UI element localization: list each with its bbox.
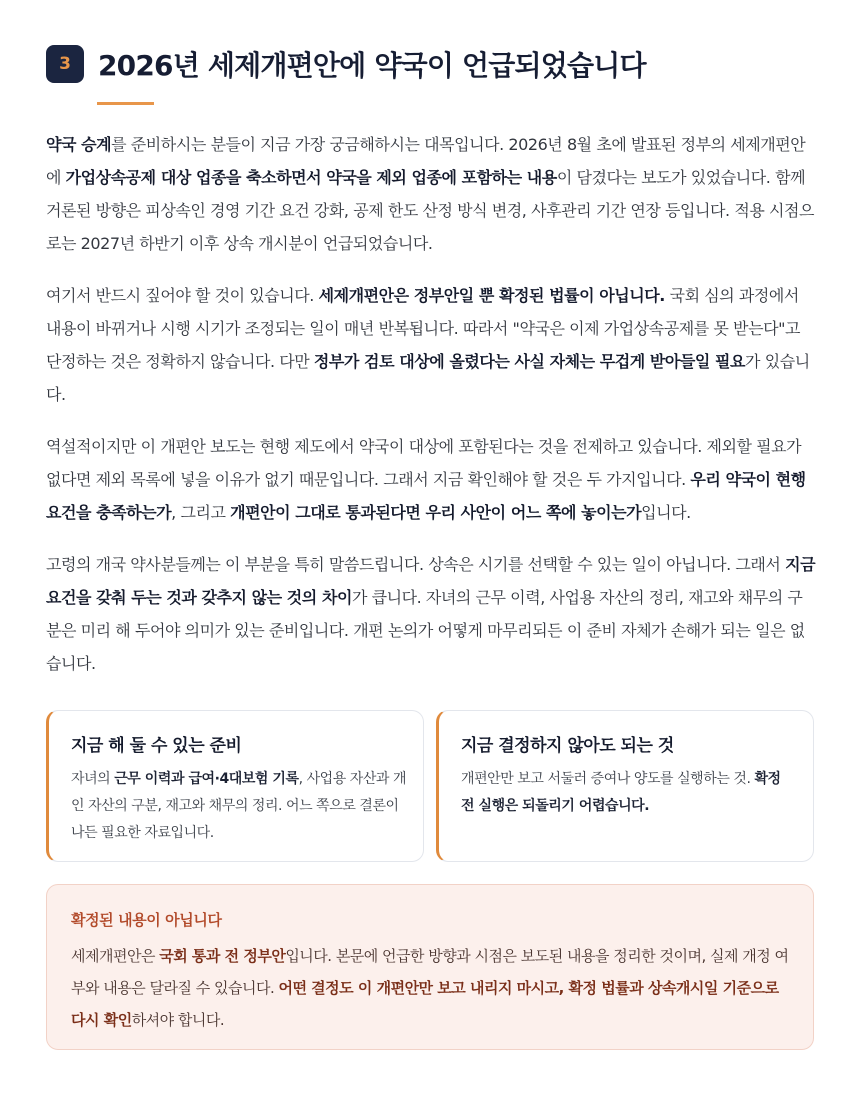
text-run: 입니다. 본문에 언급한 방향과 시점은 보도된 내용을 정리한 것이며, 실제 개정 여부와 내용은 달라질 수 있습니다. [71, 947, 789, 997]
text-run: , 사업용 자산과 개인 자산의 구분, 재고와 채무의 정리. 어느 쪽으로 결론이 나든 필요한 자료입니다. [71, 771, 407, 841]
text-run: 국회 심의 과정에서 내용이 바뀌거나 시행 시기가 조정되는 일이 매년 반복됩니다. 따라서 "약국은 이제 가업상속공제를 못 받는다"고 단정하는 것은 정확하지 않습니다. 다만 [46, 286, 800, 371]
article-body [46, 128, 816, 699]
emphasis-text: 세제개편안은 정부안일 뿐 확정된 법률이 아닙니다. [318, 286, 665, 305]
notice-title: 확정된 내용이 아닙니다 [71, 911, 222, 929]
text-run: 이 담겼다는 보도가 있었습니다. 함께 거론된 방향은 피상속인 경영 기간 요건 강화, 공제 한도 산정 방식 변경, 사후관리 기간 연장 등입니다. 적용 시점으로는 2027년 하반기 이후 상속 개시분이 언급되었습니다. [46, 168, 814, 253]
section-title: 2026년 세제개편안에 약국이 언급되었습니다 [98, 49, 646, 82]
notice-text [71, 940, 789, 1036]
card-prepare-now [46, 710, 424, 862]
text-run: 하셔야 합니다. [131, 1011, 225, 1029]
text-run: 입니다. [641, 503, 691, 522]
paragraph [46, 279, 816, 411]
info-cards [46, 710, 814, 862]
text-run: 여기서 반드시 짚어야 할 것이 있습니다. [46, 286, 319, 305]
emphasis-text: 약국 승계 [46, 135, 112, 154]
paragraph [46, 430, 816, 529]
title-accent-divider [97, 102, 154, 105]
card-text [461, 766, 797, 820]
text-run: 역설적이지만 이 개편안 보도는 현행 제도에서 약국이 대상에 포함된다는 것을 전제하고 있습니다. 제외할 필요가 없다면 제외 목록에 넣을 이유가 없기 때문입니다. 그래서 지금 확인해야 할 것은 두 가지입니다. [46, 437, 802, 489]
card-title: 지금 해 둘 수 있는 준비 [71, 736, 242, 756]
text-run: 자녀의 [71, 771, 115, 787]
emphasis-text: 국회 통과 전 정부안 [159, 947, 286, 965]
emphasis-text: 우리 약국이 현행 요건을 충족하는가 [46, 470, 806, 522]
emphasis-text: 개편안이 그대로 통과된다면 우리 사안이 어느 쪽에 놓이는가 [230, 503, 642, 522]
emphasis-text: 정부가 검토 대상에 올렸다는 사실 자체는 무겁게 받아들일 필요 [313, 352, 746, 371]
text-run: 를 준비하시는 분들이 지금 가장 궁금해하시는 대목입니다. 2026년 8월 초에 발표된 정부의 세제개편안에 [46, 135, 806, 187]
text-run: 세제개편안은 [71, 947, 160, 965]
section-header [46, 44, 646, 84]
paragraph [46, 548, 816, 680]
text-run: , 그리고 [171, 503, 231, 522]
emphasis-text: 근무 이력과 급여·4대보험 기록 [114, 771, 299, 787]
notice-box [46, 884, 814, 1050]
emphasis-text: 확정 전 실행은 되돌리기 어렵습니다. [461, 771, 781, 814]
emphasis-text: 지금 요건을 갖춰 두는 것과 갖추지 않는 것의 차이 [46, 555, 816, 607]
card-text [71, 766, 407, 847]
text-run: 고령의 개국 약사분들께는 이 부분을 특히 말씀드립니다. 상속은 시기를 선택할 수 있는 일이 아닙니다. 그래서 [46, 555, 786, 574]
text-run: 가 있습니다. [46, 352, 810, 404]
card-no-decision-needed [436, 710, 814, 862]
card-title: 지금 결정하지 않아도 되는 것 [461, 736, 674, 756]
section-number-badge: 3 [46, 45, 84, 83]
text-run: 가 큽니다. 자녀의 근무 이력, 사업용 자산의 정리, 재고와 채무의 구분은 미리 해 두어야 의미가 있는 준비입니다. 개편 논의가 어떻게 마무리되든 이 준비 자체가 손해가 되는 일은 없습니다. [46, 588, 805, 673]
text-run: 개편안만 보고 서둘러 증여나 양도를 실행하는 것. [461, 771, 755, 787]
paragraph [46, 128, 816, 260]
emphasis-text: 어떤 결정도 이 개편안만 보고 내리지 마시고, 확정 법률과 상속개시일 기준으로 다시 확인 [71, 979, 779, 1029]
emphasis-text: 가업상속공제 대상 업종을 축소하면서 약국을 제외 업종에 포함하는 내용 [65, 168, 557, 187]
